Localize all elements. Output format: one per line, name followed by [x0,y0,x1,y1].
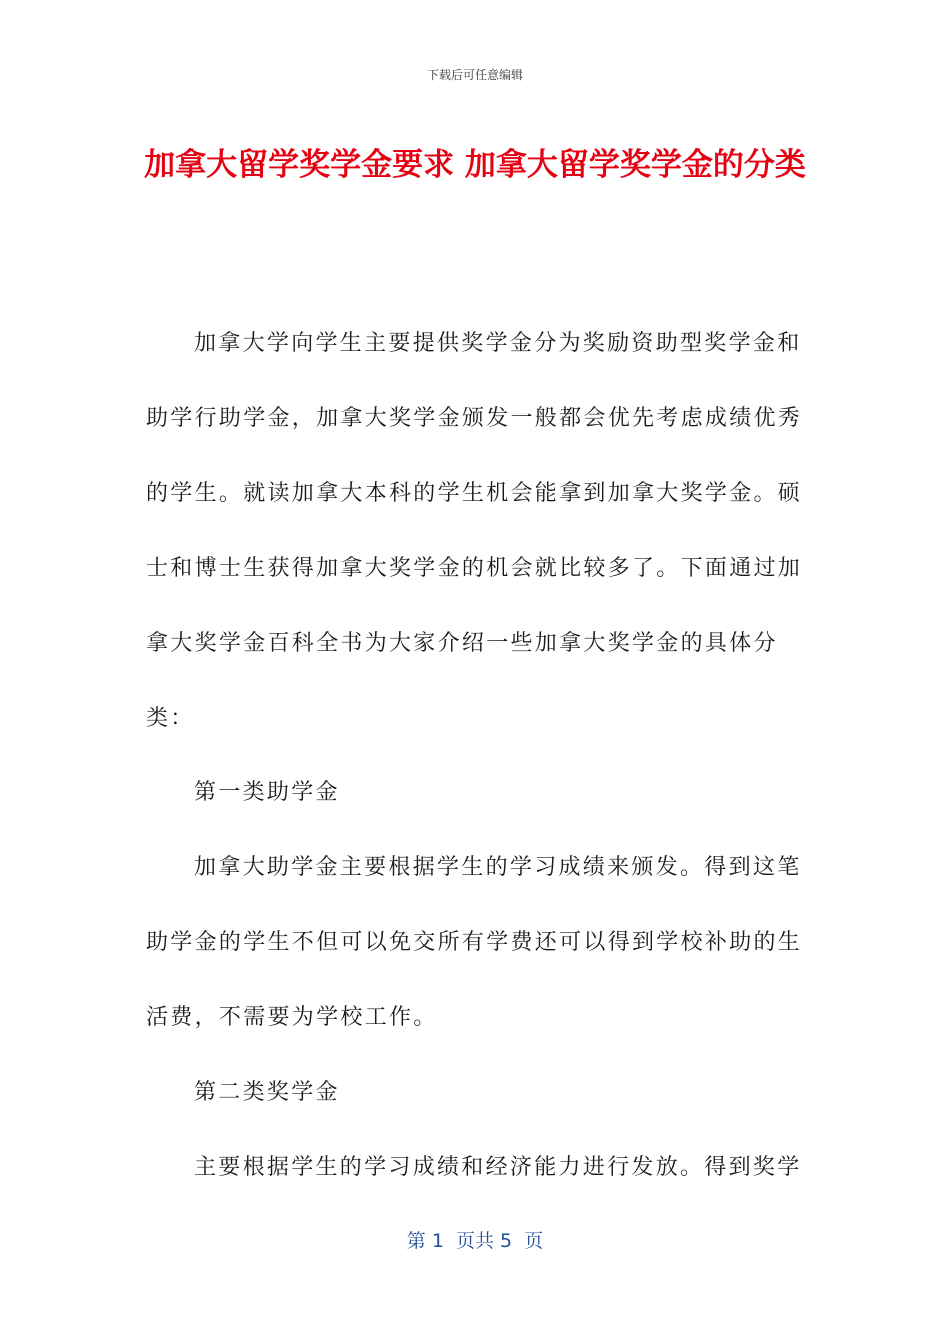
grant-paragraph: 加拿大助学金主要根据学生的学习成绩来颁发。得到这笔助学金的学生不但可以免交所有学费还可以得到学校补助的生活费，不需要为学校工作。 [146,855,803,1030]
header-note: 下载后可任意编辑 [426,68,523,82]
page-footer: 第 1 页共 5 页 [406,1230,544,1252]
section-heading-grant: 第一类助学金 [194,780,340,805]
intro-paragraph: 加拿大学向学生主要提供奖学金分为奖励资助型奖学金和助学行助学金，加拿大奖学金颁发一般都会优先考虑成绩优秀的学生。就读加拿大本科的学生机会能拿到加拿大奖学金。硕士和博士生获得加拿大奖学金的机会就比较多了。下面通过加拿大奖学金百科全书为大家介绍一些加拿大奖学金的具体分类： [146,331,803,731]
document-title: 加拿大留学奖学金要求 加拿大留学奖学金的分类 [144,147,806,183]
scholarship-paragraph: 主要根据学生的学习成绩和经济能力进行发放。得到奖学 [194,1155,802,1180]
section-heading-scholarship: 第二类奖学金 [194,1080,340,1105]
